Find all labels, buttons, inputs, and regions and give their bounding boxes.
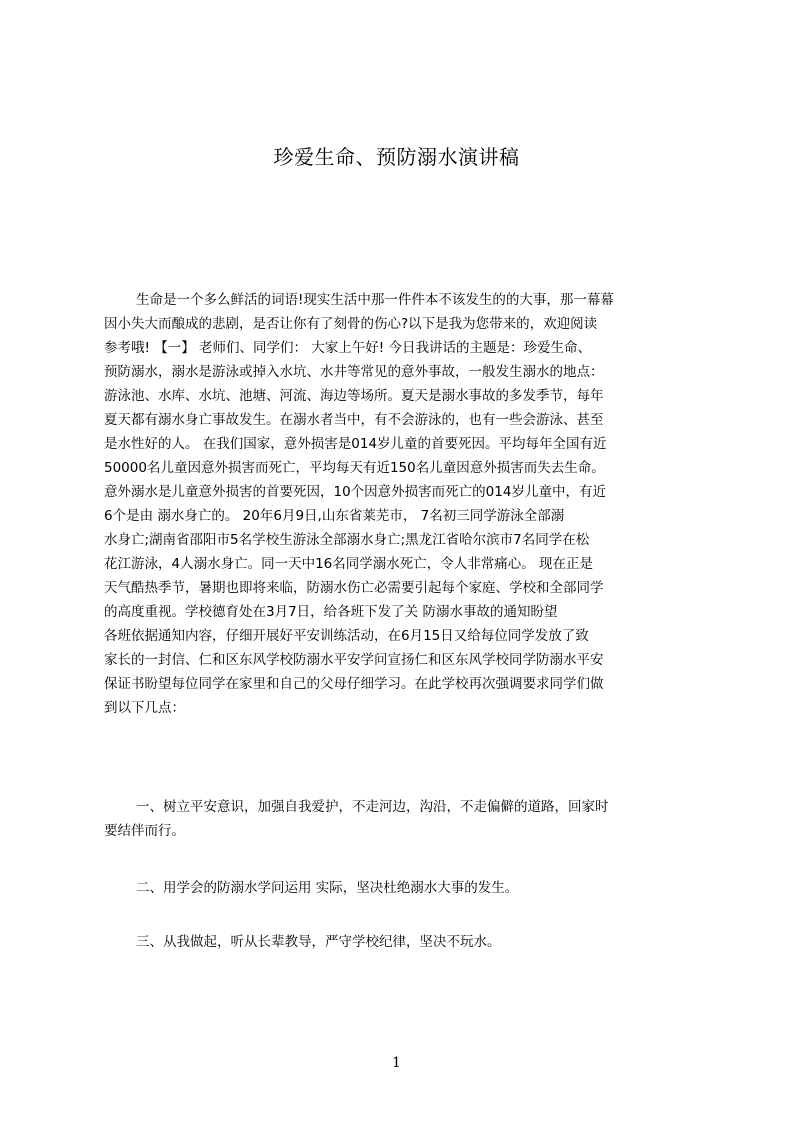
body-line: 意外溺水是儿童意外损害的首要死因，10个因意外损害而死亡的014岁儿童中，有近 — [104, 484, 606, 500]
body-paragraph — [104, 288, 704, 720]
body-line: 参考哦! 【一】 老师们、同学们： 大家上午好! 今日我讲话的主题是：珍爱生命、 — [104, 340, 591, 356]
body-line: 水身亡;湖南省邵阳市5名学校生游泳全部溺水身亡;黑龙江省哈尔滨市7名同学在松 — [104, 532, 590, 548]
body-line: 游泳池、水库、水坑、池塘、河流、海边等场所。夏天是溺水事故的多发季节，每年 — [104, 388, 604, 404]
body-line: 因小失大而酿成的悲剧，是否让你有了刻骨的伤心?以下是我为您带来的，欢迎阅读 — [104, 316, 598, 332]
list-item-3 — [104, 930, 704, 954]
body-line: 生命是一个多么鲜活的词语!现实生活中那一件件本不该发生的的大事，那一幕幕 — [136, 292, 614, 308]
body-line: 各班依据通知内容，仔细开展好平安训练活动，在6月15日又给每位同学发放了致 — [104, 628, 589, 644]
body-line: 到以下几点： — [104, 700, 185, 716]
body-line: 家长的一封信、仁和区东风学校防溺水平安学问宣扬仁和区东风学校同学防溺水平安 — [104, 652, 604, 668]
body-line: 花江游泳，4人溺水身亡。同一天中16名同学溺水死亡，令人非常痛心。 现在正是 — [104, 556, 594, 572]
body-line: 是水性好的人。 在我们国家，意外损害是014岁儿童的首要死因。平均每年全国有近 — [104, 436, 607, 452]
list-item-line: 一、树立平安意识，加强自我爱护，不走河边，沟沿，不走偏僻的道路，回家时 — [136, 799, 609, 815]
list-item-line: 二、用学会的防溺水学问运用 实际，坚决杜绝溺水大事的发生。 — [136, 880, 519, 896]
list-item-line: 要结伴而行。 — [104, 823, 185, 839]
list-item-2 — [104, 876, 704, 900]
list-item-line: 三、从我做起，听从长辈教导，严守学校纪律，坚决不玩水。 — [136, 934, 501, 950]
body-line: 夏天都有溺水身亡事故发生。在溺水者当中，有不会游泳的，也有一些会游泳、甚至 — [104, 412, 604, 428]
document-title: 珍爱生命、预防溺水演讲稿 — [273, 145, 520, 169]
body-line: 天气酷热季节，暑期也即将来临，防溺水伤亡必需要引起每个家庭、学校和全部同学 — [104, 580, 604, 596]
body-line: 保证书盼望每位同学在家里和自己的父母仔细学习。在此学校再次强调要求同学们做 — [104, 676, 604, 692]
body-line: 6个是由 溺水身亡的。 20年6月9日,山东省莱芜市， 7名初三同学游泳全部溺 — [104, 508, 565, 524]
list-item-1 — [104, 795, 704, 843]
body-line: 预防溺水，溺水是游泳或掉入水坑、水井等常见的意外事故，一般发生溺水的地点： — [104, 364, 604, 380]
body-line: 的高度重视。学校德育处在3月7日，给各班下发了关 防溺水事故的通知盼望 — [104, 604, 558, 620]
page-number: 1 — [392, 1055, 401, 1071]
body-line: 50000名儿童因意外损害而死亡，平均每天有近150名儿童因意外损害而失去生命。 — [104, 460, 605, 476]
